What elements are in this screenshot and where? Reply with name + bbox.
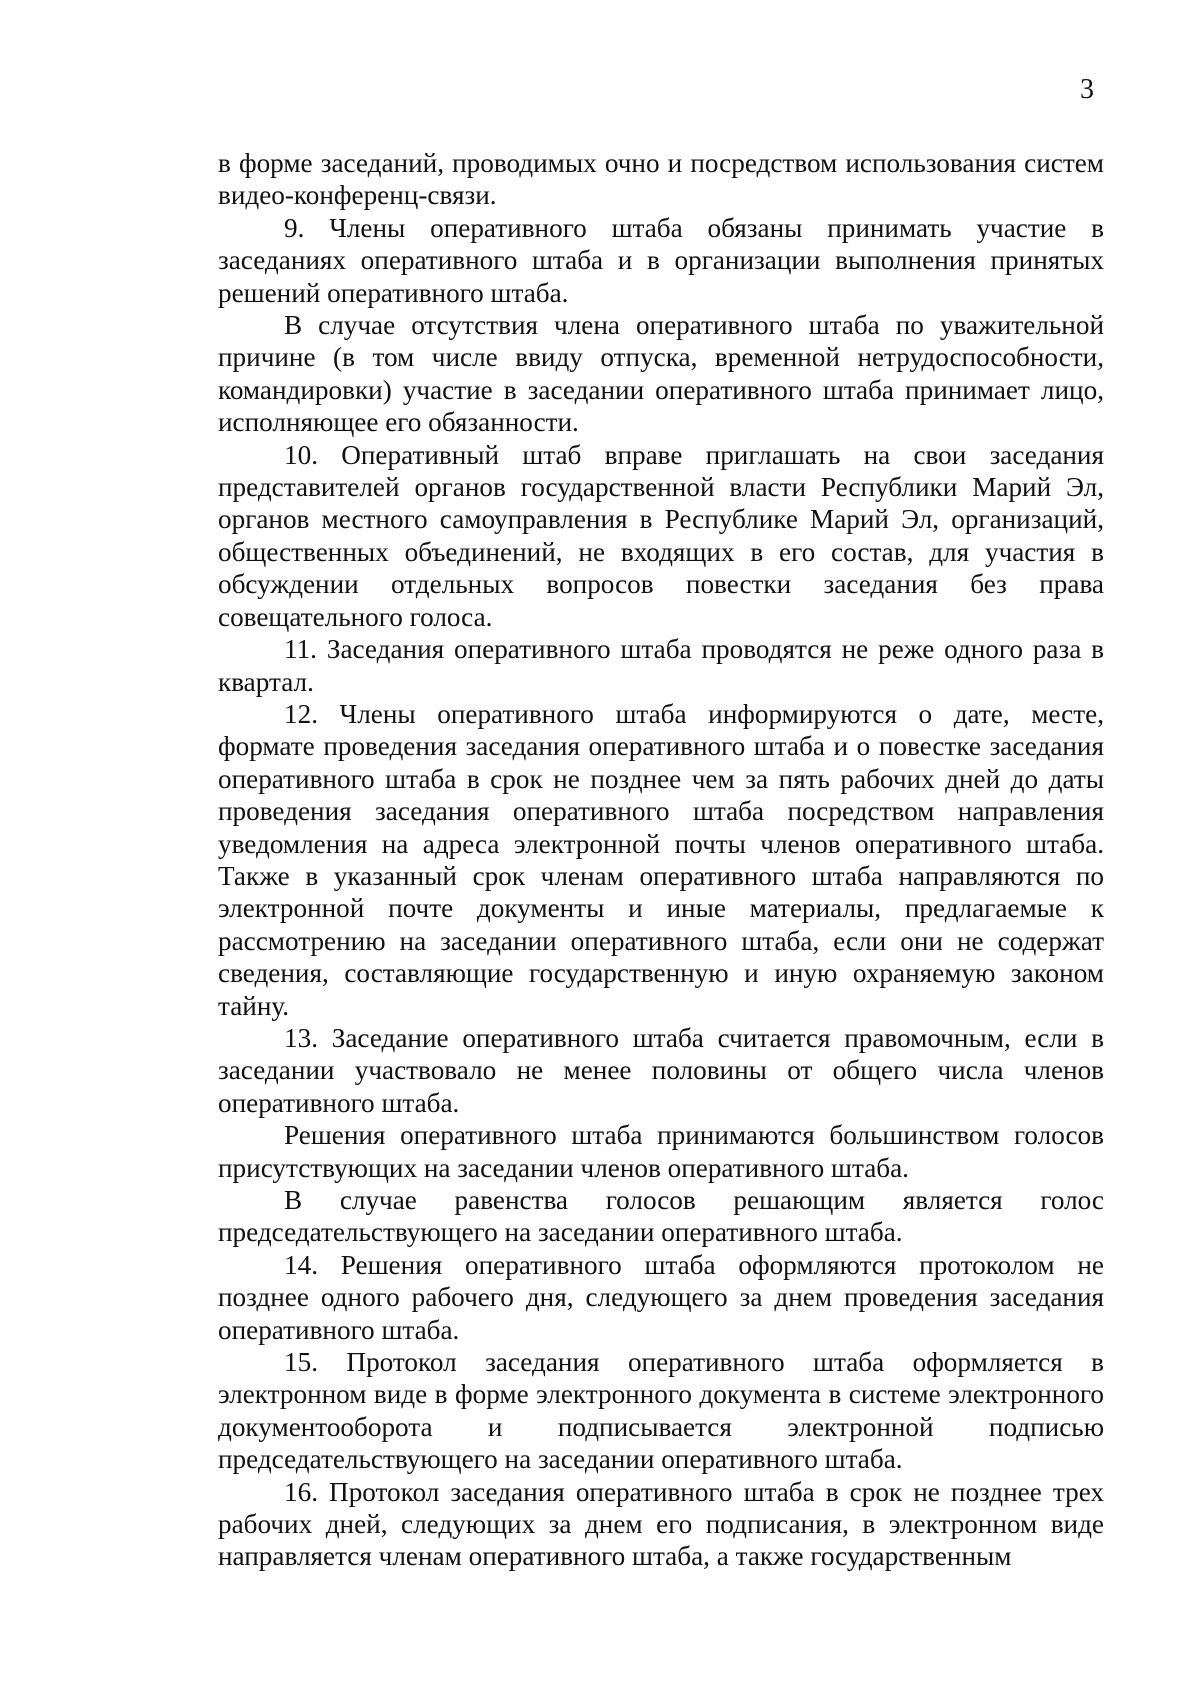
paragraph-13-decisions: Решения оперативного штаба принимаются большинством голосов присутствующих на заседании членов оперативного штаба. xyxy=(218,1120,1104,1183)
paragraph-12: 12. Члены оперативного штаба информируются о дате, месте, формате проведения заседания оперативного штаба и о повестке заседания оперативного штаба в срок не позднее чем за пять рабочих дней до даты проведения заседания оперативного штаба посредством направления уведомления на адреса электронной почты членов оперативного штаба. Также в указанный срок членам оперативного штаба направляются по электронной почте документы и иные материалы, предлагаемые к рассмотрению на заседании оперативного штаба, если они не содержат сведения, составляющие государственную и иную охраняемую законом тайну. xyxy=(218,698,1104,1021)
paragraph-13-tie: В случае равенства голосов решающим является голос председательствующего на заседании оперативного штаба. xyxy=(218,1185,1104,1248)
paragraph-continuation: в форме заседаний, проводимых очно и посредством использования систем видео-конференц-связи. xyxy=(218,148,1104,211)
paragraph-9-absence: В случае отсутствия члена оперативного штаба по уважительной причине (в том числе ввиду отпуска, временной нетрудоспособности, командировки) участие в заседании оперативного штаба принимает лицо, исполняющее его обязанности. xyxy=(218,310,1104,438)
paragraph-16: 16. Протокол заседания оперативного штаба в срок не позднее трех рабочих дней, следующих за днем его подписания, в электронном виде направляется членам оперативного штаба, а также государственным xyxy=(218,1476,1104,1572)
paragraph-14: 14. Решения оперативного штаба оформляются протоколом не позднее одного рабочего дня, следующего за днем проведения заседания оперативного штаба. xyxy=(218,1249,1104,1345)
document-body xyxy=(218,147,1104,1573)
paragraph-15: 15. Протокол заседания оперативного штаба оформляется в электронном виде в форме электронного документа в системе электронного документооборота и подписывается электронной подписью председательствующего на заседании оперативного штаба. xyxy=(218,1347,1104,1475)
paragraph-13: 13. Заседание оперативного штаба считается правомочным, если в заседании участвовало не менее половины от общего числа членов оперативного штаба. xyxy=(218,1022,1104,1118)
page-number: 3 xyxy=(1080,74,1094,105)
paragraph-11: 11. Заседания оперативного штаба проводятся не реже одного раза в квартал. xyxy=(218,634,1104,697)
paragraph-10: 10. Оперативный штаб вправе приглашать на свои заседания представителей органов государственной власти Республики Марий Эл, органов местного самоуправления в Республике Марий Эл, организаций, общественных объединений, не входящих в его состав, для участия в обсуждении отдельных вопросов повестки заседания без права совещательного голоса. xyxy=(218,439,1104,632)
paragraph-9: 9. Члены оперативного штаба обязаны принимать участие в заседаниях оперативного штаба и в организации выполнения принятых решений оперативного штаба. xyxy=(218,212,1104,308)
